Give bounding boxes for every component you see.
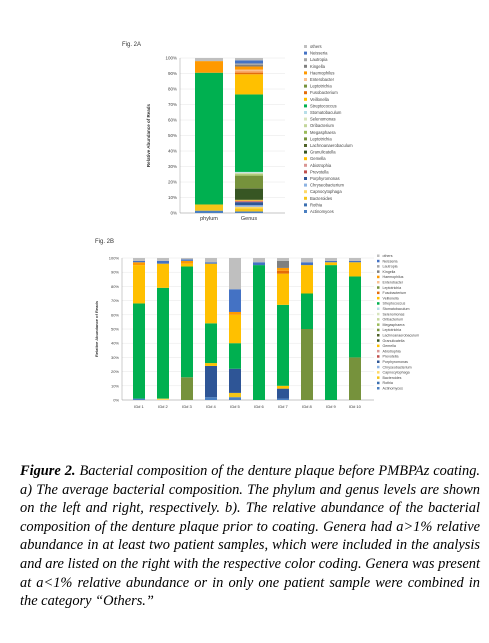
- bar-segment: [301, 329, 313, 400]
- legend-swatch: [304, 137, 307, 140]
- legend-swatch: [377, 270, 380, 273]
- bar-segment: [235, 211, 263, 213]
- bar-segment: [235, 189, 263, 200]
- bar-segment: [253, 258, 265, 262]
- y-tick-label: 100%: [165, 55, 177, 61]
- bar-segment: [133, 258, 145, 261]
- bar-segment: [181, 258, 193, 259]
- y-tick-label: 10%: [167, 195, 177, 200]
- legend-swatch: [377, 387, 380, 390]
- bar-segment: [229, 258, 241, 289]
- bar-segment: [157, 261, 169, 264]
- x-tick-label: ID# 8: [302, 404, 312, 409]
- legend-label: Veillonella: [310, 96, 329, 102]
- chart-a: [0, 0, 489, 235]
- legend-label: others: [382, 254, 393, 258]
- legend-swatch: [377, 323, 380, 326]
- bar-segment: [157, 264, 169, 288]
- legend-swatch: [304, 85, 307, 88]
- bar-segment: [301, 265, 313, 293]
- bar-segment: [277, 261, 289, 268]
- bar-segment: [235, 173, 263, 174]
- legend-swatch: [377, 339, 380, 342]
- bar-segment: [235, 200, 263, 201]
- legend-swatch: [377, 313, 380, 316]
- bar-segment: [235, 201, 263, 202]
- figure-caption: [20, 462, 480, 611]
- legend-label: Bacteroides: [382, 375, 402, 380]
- legend-swatch: [377, 350, 380, 353]
- figure-b-label: Fig. 2B: [95, 239, 115, 245]
- legend-label: Streptococcus: [310, 103, 337, 109]
- bar-segment: [277, 389, 289, 399]
- bar-segment: [235, 173, 263, 174]
- legend-swatch: [377, 361, 380, 364]
- y-tick-label: 80%: [167, 86, 177, 92]
- y-tick-label: 30%: [167, 164, 177, 169]
- bar-segment: [235, 188, 263, 189]
- bar-segment: [205, 366, 217, 397]
- bar-segment: [301, 294, 313, 330]
- legend-swatch: [304, 144, 307, 147]
- bar-segment: [133, 265, 145, 303]
- y-tick-label: 0%: [170, 210, 177, 216]
- bar-segment: [235, 70, 263, 72]
- bar-segment: [157, 288, 169, 399]
- legend-swatch: [377, 329, 380, 332]
- bar-segment: [235, 60, 263, 63]
- figure-a-label: Fig. 2A: [122, 42, 142, 48]
- bar-segment: [235, 202, 263, 205]
- legend-label: Lautropia: [310, 57, 328, 63]
- legend-swatch: [377, 297, 380, 300]
- bar-segment: [205, 363, 217, 366]
- bar-segment: [181, 267, 193, 378]
- bar-segment: [349, 258, 361, 261]
- legend-swatch: [304, 65, 307, 68]
- bar-segment: [181, 377, 193, 400]
- bar-segment: [349, 261, 361, 262]
- legend-label: Fusobacterium: [382, 291, 407, 296]
- legend-label: Granulicatella: [310, 149, 336, 155]
- legend-label: Leptotrichia: [310, 83, 332, 89]
- x-tick-label: phylum: [200, 216, 218, 222]
- bar-segment: [235, 65, 263, 67]
- bar-segment: [133, 303, 145, 398]
- legend-label: Abiotrophia: [382, 349, 401, 354]
- bar-segment: [205, 258, 217, 262]
- y-tick-label: 0%: [113, 397, 119, 403]
- legend-label: Chryseobacterium: [310, 182, 344, 188]
- y-axis-label: Relative Abundance of Reads: [146, 103, 151, 168]
- legend-label: Enterobacter: [382, 280, 404, 285]
- legend-swatch: [377, 318, 380, 321]
- legend-label: Leptotrichia: [382, 285, 402, 290]
- legend-label: Prevotella: [382, 354, 399, 359]
- legend-label: Abiotrophia: [310, 162, 332, 168]
- legend-label: others: [310, 44, 322, 49]
- x-tick-label: ID# 1: [134, 404, 144, 409]
- bar-segment: [195, 58, 223, 61]
- legend-label: Stomatobaculum: [382, 307, 410, 311]
- bar-segment: [325, 261, 337, 262]
- legend-label: Stomatobaculum: [310, 110, 342, 115]
- bar-segment: [277, 268, 289, 271]
- bar-segment: [229, 315, 241, 343]
- y-tick-label: 70%: [110, 298, 119, 304]
- bar-segment: [133, 399, 145, 400]
- caption-figure-label: Figure 2.: [20, 463, 76, 479]
- bar-segment: [229, 393, 241, 397]
- bar-segment: [235, 58, 263, 60]
- legend-label: Veillonella: [382, 296, 399, 301]
- legend-label: Fusobacterium: [310, 90, 338, 96]
- bar-segment: [235, 201, 263, 202]
- bar-segment: [157, 399, 169, 400]
- bar-segment: [349, 357, 361, 400]
- x-tick-label: Genus: [240, 216, 258, 222]
- legend-swatch: [304, 131, 307, 134]
- y-tick-label: 40%: [110, 340, 119, 346]
- caption-text: Bacterial composition of the denture plaque before PMBPAz coating. a) The average bacterial composition. The phylum and genus levels are shown on the left and right, respectively. b). The relative abundance of the bacterial composition of the denture plaque prior to coating. Genera had a>1% relative abundance in at least two patient samples, which were included in the analysis and are listed on the right with the respective color coding. Genera was present at a<1% relative abundance or in only one patient sample were combined in the category “Others.”: [20, 463, 480, 610]
- legend-label: Prevotella: [310, 169, 329, 175]
- legend-swatch: [304, 157, 307, 160]
- legend-label: Haemophilus: [310, 70, 335, 76]
- y-tick-label: 80%: [110, 283, 119, 289]
- legend-label: Haemophilus: [382, 275, 404, 280]
- legend-label: Streptococcus: [382, 301, 406, 306]
- legend-label: Capnocytophaga: [310, 189, 342, 195]
- y-tick-label: 50%: [110, 326, 119, 332]
- legend-swatch: [304, 118, 307, 121]
- legend-swatch: [304, 177, 307, 180]
- bar-segment: [235, 176, 263, 188]
- bar-segment: [181, 264, 193, 267]
- legend-label: Lachnoanaerobaculum: [382, 333, 420, 338]
- bar-segment: [253, 262, 265, 265]
- legend-swatch: [304, 111, 307, 114]
- legend-label: Neisseria: [382, 259, 398, 264]
- legend-swatch: [304, 91, 307, 94]
- y-tick-label: 100%: [108, 255, 119, 261]
- y-tick-label: 50%: [167, 133, 177, 138]
- bar-segment: [253, 265, 265, 400]
- bar-segment: [133, 261, 145, 262]
- legend-swatch: [377, 371, 380, 374]
- bar-segment: [235, 71, 263, 73]
- legend-label: Chryseobacterium: [382, 365, 412, 370]
- bar-segment: [205, 264, 217, 324]
- legend-swatch: [377, 292, 380, 295]
- legend-label: Selenomonas: [382, 312, 405, 317]
- bar-segment: [195, 204, 223, 210]
- bar-segment: [235, 174, 263, 176]
- x-tick-label: ID# 9: [326, 404, 336, 409]
- legend-swatch: [377, 308, 380, 311]
- legend-label: Oribacterium: [382, 317, 404, 322]
- bar-segment: [235, 67, 263, 70]
- bar-segment: [181, 261, 193, 264]
- legend-swatch: [304, 124, 307, 127]
- legend-swatch: [377, 276, 380, 279]
- y-tick-label: 40%: [167, 148, 177, 154]
- bar-segment: [157, 258, 169, 261]
- bar-segment: [229, 312, 241, 315]
- bar-segment: [235, 63, 263, 65]
- bar-segment: [301, 262, 313, 265]
- bar-segment: [205, 323, 217, 363]
- bar-segment: [325, 262, 337, 265]
- legend-label: Rothia: [382, 381, 393, 386]
- legend-label: Gemella: [310, 156, 326, 162]
- legend-label: Actinomyces: [382, 386, 403, 391]
- legend-swatch: [304, 190, 307, 193]
- legend-swatch: [304, 203, 307, 206]
- y-tick-label: 20%: [167, 179, 177, 185]
- bar-segment: [235, 73, 263, 75]
- legend-swatch: [304, 45, 307, 48]
- x-tick-label: ID# 4: [206, 404, 216, 409]
- bar-segment: [229, 397, 241, 400]
- legend-swatch: [377, 260, 380, 263]
- legend-label: Lachnoanaerobaculum: [310, 143, 353, 148]
- legend-label: Oribacterium: [310, 123, 334, 129]
- y-tick-label: 30%: [110, 354, 119, 360]
- legend-swatch: [377, 382, 380, 385]
- legend-label: Bacteroides: [310, 195, 333, 201]
- bar-segment: [277, 271, 289, 274]
- legend-label: Leptotrichia: [382, 328, 402, 333]
- legend-swatch: [304, 151, 307, 154]
- x-tick-label: ID# 5: [230, 404, 240, 409]
- legend-label: Rothia: [310, 202, 323, 208]
- bar-segment: [235, 94, 263, 172]
- bar-segment: [349, 262, 361, 276]
- bar-segment: [235, 208, 263, 211]
- legend-label: Megasphaera: [310, 129, 336, 135]
- legend-label: Kingella: [310, 63, 325, 69]
- bar-segment: [235, 207, 263, 209]
- bar-segment: [195, 73, 223, 205]
- bar-segment: [229, 289, 241, 312]
- legend-label: Lautropia: [382, 264, 398, 269]
- bar-segment: [277, 386, 289, 389]
- legend-label: Gemella: [382, 344, 396, 349]
- legend-swatch: [377, 355, 380, 358]
- bar-segment: [235, 74, 263, 94]
- y-tick-label: 90%: [167, 71, 177, 76]
- legend-swatch: [377, 255, 380, 258]
- x-tick-label: ID# 6: [254, 404, 264, 409]
- legend-label: Megasphaera: [382, 322, 405, 327]
- bar-segment: [133, 262, 145, 265]
- legend-label: Neisseria: [310, 50, 328, 56]
- bar-segment: [235, 172, 263, 173]
- legend-swatch: [377, 366, 380, 369]
- legend-swatch: [377, 281, 380, 284]
- chart-b: [0, 245, 489, 425]
- bar-segment: [229, 343, 241, 369]
- legend-swatch: [304, 197, 307, 200]
- y-tick-label: 20%: [110, 369, 119, 375]
- x-tick-label: ID# 10: [349, 404, 361, 409]
- bar-segment: [195, 61, 223, 73]
- bar-segment: [325, 258, 337, 261]
- legend-swatch: [377, 376, 380, 379]
- legend-swatch: [377, 265, 380, 268]
- legend-swatch: [304, 78, 307, 81]
- bar-segment: [205, 397, 217, 400]
- bar-segment: [205, 262, 217, 263]
- legend-label: Enterobacter: [310, 77, 334, 82]
- y-axis-label: Relative Abundance of Reads: [94, 300, 99, 358]
- bar-segment: [277, 258, 289, 261]
- legend-swatch: [304, 184, 307, 187]
- bar-segment: [235, 205, 263, 207]
- legend-label: Granulicatella: [382, 338, 405, 343]
- legend-swatch: [304, 98, 307, 101]
- legend-label: Porphyromonas: [382, 360, 408, 364]
- bar-segment: [349, 276, 361, 357]
- bar-segment: [277, 274, 289, 305]
- y-tick-label: 10%: [110, 383, 119, 389]
- legend-label: Kingella: [382, 269, 396, 274]
- bar-segment: [229, 369, 241, 393]
- legend-swatch: [377, 334, 380, 337]
- x-tick-label: ID# 3: [182, 404, 192, 409]
- bar-segment: [325, 265, 337, 400]
- x-tick-label: ID# 7: [278, 404, 288, 409]
- bar-segment: [181, 259, 193, 260]
- y-tick-label: 70%: [167, 102, 177, 107]
- legend-swatch: [304, 164, 307, 167]
- legend-swatch: [377, 286, 380, 289]
- legend-label: Porphyromonas: [310, 176, 340, 181]
- legend-swatch: [304, 52, 307, 55]
- legend-swatch: [304, 170, 307, 173]
- legend-label: Actinomyces: [310, 209, 334, 214]
- legend-swatch: [304, 210, 307, 213]
- legend-label: Selenomonas: [310, 116, 336, 122]
- legend-swatch: [304, 58, 307, 61]
- bar-segment: [277, 305, 289, 386]
- legend-label: Capnocytophaga: [382, 370, 410, 375]
- y-tick-label: 90%: [110, 269, 119, 275]
- y-tick-label: 60%: [110, 312, 119, 318]
- bar-segment: [301, 258, 313, 262]
- bar-segment: [195, 211, 223, 213]
- x-tick-label: ID# 2: [158, 404, 168, 409]
- y-tick-label: 60%: [167, 117, 177, 123]
- legend-swatch: [304, 71, 307, 74]
- legend-label: Leptotrichia: [310, 136, 332, 142]
- legend-swatch: [377, 345, 380, 348]
- legend-swatch: [304, 104, 307, 107]
- bar-segment: [277, 399, 289, 400]
- legend-swatch: [377, 302, 380, 305]
